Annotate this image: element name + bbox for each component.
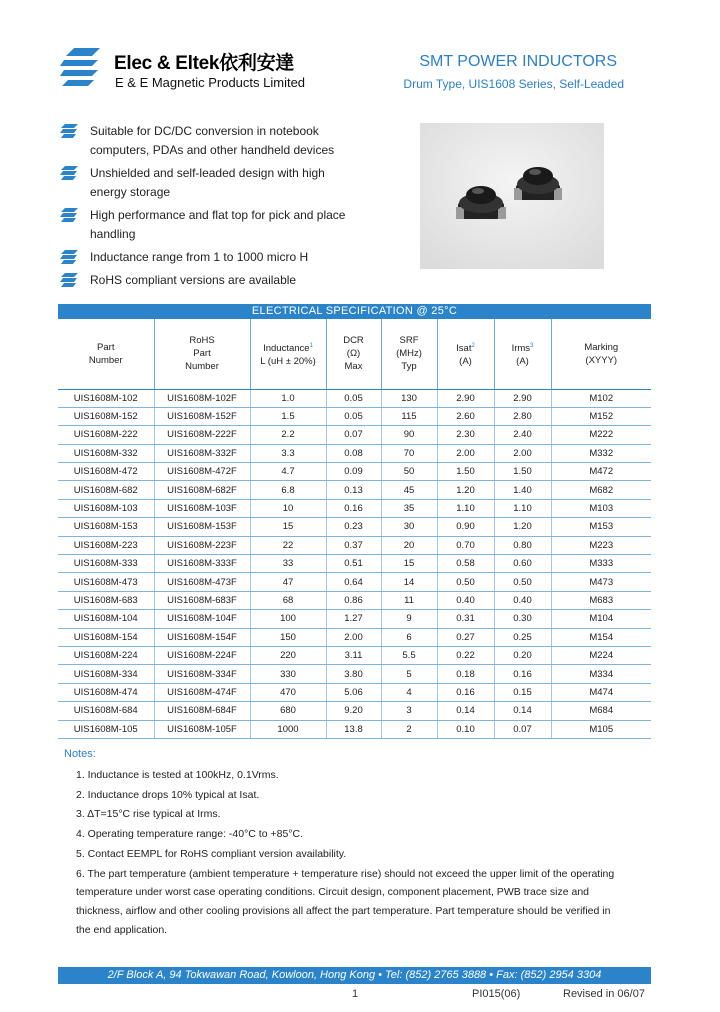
cell-marking: M473 xyxy=(551,573,651,591)
cell-srf: 130 xyxy=(381,389,437,407)
cell-marking: M153 xyxy=(551,518,651,536)
table-header-row xyxy=(58,319,651,389)
cell-marking: M474 xyxy=(551,683,651,701)
cell-srf: 2 xyxy=(381,720,437,738)
cell-rohs-part-number: UIS1608M-683F xyxy=(154,591,250,609)
header-irms: Irms$^3$ (A) xyxy=(494,319,551,389)
cell-rohs-part-number: UIS1608M-105F xyxy=(154,720,250,738)
cell-dcr: 0.05 xyxy=(326,407,381,425)
note-item: 6. The part temperature (ambient temperature + temperature rise) should not exceed the upper limit of the operating temperature under worst case operating conditions. Circuit design, component placement, PWB trace size and thickness, airflow and other cooling provisions all affect the part temperature. Part temperature should be verified in the end application. xyxy=(76,867,615,936)
cell-part-number: UIS1608M-105 xyxy=(58,720,154,738)
cell-isat: 0.18 xyxy=(437,665,494,683)
cell-srf: 3 xyxy=(381,702,437,720)
cell-inductance: 100 xyxy=(250,610,326,628)
cell-dcr: 0.07 xyxy=(326,426,381,444)
company-name: Elec & Eltek依利安達 xyxy=(114,53,294,74)
table-row xyxy=(58,628,651,646)
cell-inductance: 10 xyxy=(250,499,326,517)
cell-marking: M684 xyxy=(551,702,651,720)
table-row xyxy=(58,426,651,444)
cell-inductance: 150 xyxy=(250,628,326,646)
cell-part-number: UIS1608M-222 xyxy=(58,426,154,444)
cell-isat: 0.22 xyxy=(437,646,494,664)
feature-item xyxy=(60,206,360,244)
cell-irms: 1.20 xyxy=(494,518,551,536)
cell-part-number: UIS1608M-473 xyxy=(58,573,154,591)
cell-isat: 0.27 xyxy=(437,628,494,646)
cell-marking: M683 xyxy=(551,591,651,609)
table-row xyxy=(58,683,651,701)
cell-part-number: UIS1608M-472 xyxy=(58,463,154,481)
table-row xyxy=(58,720,651,738)
cell-rohs-part-number: UIS1608M-473F xyxy=(154,573,250,591)
cell-irms: 0.30 xyxy=(494,610,551,628)
cell-inductance: 22 xyxy=(250,536,326,554)
cell-inductance: 470 xyxy=(250,683,326,701)
cell-dcr: 0.23 xyxy=(326,518,381,536)
cell-irms: 0.07 xyxy=(494,720,551,738)
cell-srf: 90 xyxy=(381,426,437,444)
cell-irms: 1.50 xyxy=(494,463,551,481)
cell-irms: 0.40 xyxy=(494,591,551,609)
cell-srf: 9 xyxy=(381,610,437,628)
cell-inductance: 6.8 xyxy=(250,481,326,499)
cell-irms: 0.60 xyxy=(494,555,551,573)
note-item: 1. Inductance is tested at 100kHz, 0.1Vrms. xyxy=(76,769,279,781)
cell-rohs-part-number: UIS1608M-102F xyxy=(154,389,250,407)
table-caption: ELECTRICAL SPECIFICATION @ 25°C xyxy=(58,304,651,319)
cell-rohs-part-number: UIS1608M-103F xyxy=(154,499,250,517)
cell-irms: 0.50 xyxy=(494,573,551,591)
cell-irms: 0.20 xyxy=(494,646,551,664)
cell-rohs-part-number: UIS1608M-153F xyxy=(154,518,250,536)
table-row xyxy=(58,702,651,720)
cell-inductance: 1.0 xyxy=(250,389,326,407)
table-row xyxy=(58,536,651,554)
cell-isat: 1.50 xyxy=(437,463,494,481)
cell-isat: 1.20 xyxy=(437,481,494,499)
feature-text: Unshielded and self-leaded design with high energy storage xyxy=(90,166,325,199)
cell-inductance: 330 xyxy=(250,665,326,683)
notes-title: Notes: xyxy=(64,748,96,760)
cell-inductance: 68 xyxy=(250,591,326,609)
cell-marking: M102 xyxy=(551,389,651,407)
cell-marking: M154 xyxy=(551,628,651,646)
cell-srf: 6 xyxy=(381,628,437,646)
cell-inductance: 4.7 xyxy=(250,463,326,481)
cell-irms: 1.10 xyxy=(494,499,551,517)
table-body xyxy=(58,389,651,738)
cell-rohs-part-number: UIS1608M-332F xyxy=(154,444,250,462)
cell-srf: 70 xyxy=(381,444,437,462)
cell-dcr: 1.27 xyxy=(326,610,381,628)
cell-rohs-part-number: UIS1608M-152F xyxy=(154,407,250,425)
cell-irms: 2.40 xyxy=(494,426,551,444)
cell-srf: 115 xyxy=(381,407,437,425)
cell-dcr: 3.11 xyxy=(326,646,381,664)
cell-rohs-part-number: UIS1608M-334F xyxy=(154,665,250,683)
cell-inductance: 47 xyxy=(250,573,326,591)
cell-inductance: 1000 xyxy=(250,720,326,738)
cell-inductance: 680 xyxy=(250,702,326,720)
note-item: 5. Contact EEMPL for RoHS compliant version availability. xyxy=(76,847,347,860)
note-ref: 1 xyxy=(309,342,313,349)
cell-isat: 0.58 xyxy=(437,555,494,573)
cell-irms: 0.16 xyxy=(494,665,551,683)
cell-isat: 0.50 xyxy=(437,573,494,591)
cell-part-number: UIS1608M-334 xyxy=(58,665,154,683)
feature-text: Inductance range from 1 to 1000 micro H xyxy=(90,250,309,264)
cell-part-number: UIS1608M-333 xyxy=(58,555,154,573)
table-row xyxy=(58,407,651,425)
cell-rohs-part-number: UIS1608M-222F xyxy=(154,426,250,444)
cell-part-number: UIS1608M-154 xyxy=(58,628,154,646)
cell-inductance: 1.5 xyxy=(250,407,326,425)
cell-isat: 2.60 xyxy=(437,407,494,425)
cell-dcr: 0.05 xyxy=(326,389,381,407)
cell-dcr: 0.37 xyxy=(326,536,381,554)
cell-part-number: UIS1608M-224 xyxy=(58,646,154,664)
cell-dcr: 0.64 xyxy=(326,573,381,591)
cell-isat: 0.10 xyxy=(437,720,494,738)
note-ref: 2 xyxy=(471,342,475,349)
cell-marking: M334 xyxy=(551,665,651,683)
header-marking: Marking (XYYY) xyxy=(551,319,651,389)
table-row xyxy=(58,555,651,573)
product-photo xyxy=(420,123,604,269)
cell-isat: 0.70 xyxy=(437,536,494,554)
cell-srf: 30 xyxy=(381,518,437,536)
cell-isat: 0.40 xyxy=(437,591,494,609)
cell-rohs-part-number: UIS1608M-684F xyxy=(154,702,250,720)
cell-irms: 2.00 xyxy=(494,444,551,462)
cell-dcr: 0.09 xyxy=(326,463,381,481)
table-row xyxy=(58,646,651,664)
cell-inductance: 33 xyxy=(250,555,326,573)
table-row xyxy=(58,481,651,499)
cell-irms: 0.25 xyxy=(494,628,551,646)
header-part-number: Part Number xyxy=(58,319,154,389)
cell-dcr: 3.80 xyxy=(326,665,381,683)
header-isat: Isat$^2$ (A) xyxy=(437,319,494,389)
cell-part-number: UIS1608M-102 xyxy=(58,389,154,407)
cell-irms: 0.14 xyxy=(494,702,551,720)
cell-rohs-part-number: UIS1608M-333F xyxy=(154,555,250,573)
cell-rohs-part-number: UIS1608M-223F xyxy=(154,536,250,554)
cell-inductance: 2.2 xyxy=(250,426,326,444)
cell-marking: M223 xyxy=(551,536,651,554)
table-row xyxy=(58,665,651,683)
cell-part-number: UIS1608M-152 xyxy=(58,407,154,425)
cell-srf: 14 xyxy=(381,573,437,591)
cell-isat: 0.90 xyxy=(437,518,494,536)
company-subtitle: E & E Magnetic Products Limited xyxy=(115,75,306,90)
cell-part-number: UIS1608M-683 xyxy=(58,591,154,609)
cell-irms: 2.80 xyxy=(494,407,551,425)
revision-date: Revised in 06/07 xyxy=(563,988,645,1000)
bullet-icon xyxy=(60,250,78,264)
table-row xyxy=(58,463,651,481)
cell-dcr: 5.06 xyxy=(326,683,381,701)
feature-item xyxy=(60,271,360,290)
cell-srf: 20 xyxy=(381,536,437,554)
cell-dcr: 0.08 xyxy=(326,444,381,462)
cell-isat: 2.00 xyxy=(437,444,494,462)
footer-address: 2/F Block A, 94 Tokwawan Road, Kowloon, Hong Kong • Tel: (852) 2765 3888 • Fax: (852) 2954 3304 xyxy=(58,967,651,984)
feature-item xyxy=(60,164,360,202)
specification-table xyxy=(58,304,651,739)
cell-isat: 1.10 xyxy=(437,499,494,517)
cell-dcr: 0.13 xyxy=(326,481,381,499)
cell-dcr: 9.20 xyxy=(326,702,381,720)
cell-srf: 5.5 xyxy=(381,646,437,664)
cell-marking: M103 xyxy=(551,499,651,517)
cell-srf: 45 xyxy=(381,481,437,499)
bullet-icon xyxy=(60,208,78,222)
header-inductance: Inductance$^1$ L (uH ± 20%) xyxy=(250,319,326,389)
feature-item xyxy=(60,248,360,267)
cell-part-number: UIS1608M-153 xyxy=(58,518,154,536)
cell-part-number: UIS1608M-223 xyxy=(58,536,154,554)
document-title: SMT POWER INDUCTORS xyxy=(419,53,617,70)
cell-rohs-part-number: UIS1608M-154F xyxy=(154,628,250,646)
cell-isat: 2.30 xyxy=(437,426,494,444)
header-srf: SRF (MHz) Typ xyxy=(381,319,437,389)
note-item: 3. ΔT=15°C rise typical at Irms. xyxy=(76,808,221,821)
bullet-icon xyxy=(60,273,78,287)
cell-irms: 0.15 xyxy=(494,683,551,701)
cell-rohs-part-number: UIS1608M-104F xyxy=(154,610,250,628)
table-row xyxy=(58,518,651,536)
feature-item xyxy=(60,122,360,160)
note-item: 4. Operating temperature range: -40°C to +85°C. xyxy=(76,828,303,841)
cell-marking: M152 xyxy=(551,407,651,425)
document-code: PI015(06) xyxy=(472,988,521,1000)
bullet-icon xyxy=(60,166,78,180)
cell-dcr: 2.00 xyxy=(326,628,381,646)
cell-isat: 0.14 xyxy=(437,702,494,720)
cell-part-number: UIS1608M-682 xyxy=(58,481,154,499)
cell-marking: M224 xyxy=(551,646,651,664)
company-logo xyxy=(60,44,106,90)
cell-irms: 1.40 xyxy=(494,481,551,499)
cell-isat: 0.16 xyxy=(437,683,494,701)
cell-marking: M222 xyxy=(551,426,651,444)
table-row xyxy=(58,610,651,628)
note-ref: 3 xyxy=(530,342,534,349)
feature-text: RoHS compliant versions are available xyxy=(90,273,297,287)
cell-inductance: 3.3 xyxy=(250,444,326,462)
cell-part-number: UIS1608M-474 xyxy=(58,683,154,701)
cell-marking: M472 xyxy=(551,463,651,481)
cell-part-number: UIS1608M-104 xyxy=(58,610,154,628)
table-row xyxy=(58,389,651,407)
notes-list xyxy=(76,766,626,940)
cell-dcr: 0.51 xyxy=(326,555,381,573)
table-row xyxy=(58,499,651,517)
cell-srf: 4 xyxy=(381,683,437,701)
cell-part-number: UIS1608M-684 xyxy=(58,702,154,720)
cell-srf: 15 xyxy=(381,555,437,573)
cell-marking: M105 xyxy=(551,720,651,738)
table-row xyxy=(58,444,651,462)
bullet-icon xyxy=(60,124,78,138)
cell-marking: M332 xyxy=(551,444,651,462)
cell-inductance: 220 xyxy=(250,646,326,664)
note-item: 2. Inductance drops 10% typical at Isat. xyxy=(76,788,260,801)
table-row xyxy=(58,591,651,609)
header-dcr: DCR (Ω) Max xyxy=(326,319,381,389)
cell-dcr: 13.8 xyxy=(326,720,381,738)
feature-text: High performance and flat top for pick and place handling xyxy=(90,208,346,241)
cell-marking: M104 xyxy=(551,610,651,628)
feature-list xyxy=(60,122,360,294)
header-rohs-part-number: RoHS Part Number xyxy=(154,319,250,389)
cell-srf: 35 xyxy=(381,499,437,517)
page-number: 1 xyxy=(352,988,359,1000)
cell-srf: 11 xyxy=(381,591,437,609)
feature-text: Suitable for DC/DC conversion in notebook computers, PDAs and other handheld devices xyxy=(90,124,335,157)
cell-irms: 0.80 xyxy=(494,536,551,554)
cell-inductance: 15 xyxy=(250,518,326,536)
cell-marking: M682 xyxy=(551,481,651,499)
cell-rohs-part-number: UIS1608M-472F xyxy=(154,463,250,481)
cell-dcr: 0.86 xyxy=(326,591,381,609)
cell-irms: 2.90 xyxy=(494,389,551,407)
cell-part-number: UIS1608M-103 xyxy=(58,499,154,517)
cell-rohs-part-number: UIS1608M-224F xyxy=(154,646,250,664)
cell-dcr: 0.16 xyxy=(326,499,381,517)
cell-part-number: UIS1608M-332 xyxy=(58,444,154,462)
table-row xyxy=(58,573,651,591)
cell-marking: M333 xyxy=(551,555,651,573)
cell-isat: 0.31 xyxy=(437,610,494,628)
cell-isat: 2.90 xyxy=(437,389,494,407)
cell-srf: 5 xyxy=(381,665,437,683)
cell-rohs-part-number: UIS1608M-682F xyxy=(154,481,250,499)
cell-srf: 50 xyxy=(381,463,437,481)
document-subtitle: Drum Type, UIS1608 Series, Self-Leaded xyxy=(403,77,624,91)
cell-rohs-part-number: UIS1608M-474F xyxy=(154,683,250,701)
